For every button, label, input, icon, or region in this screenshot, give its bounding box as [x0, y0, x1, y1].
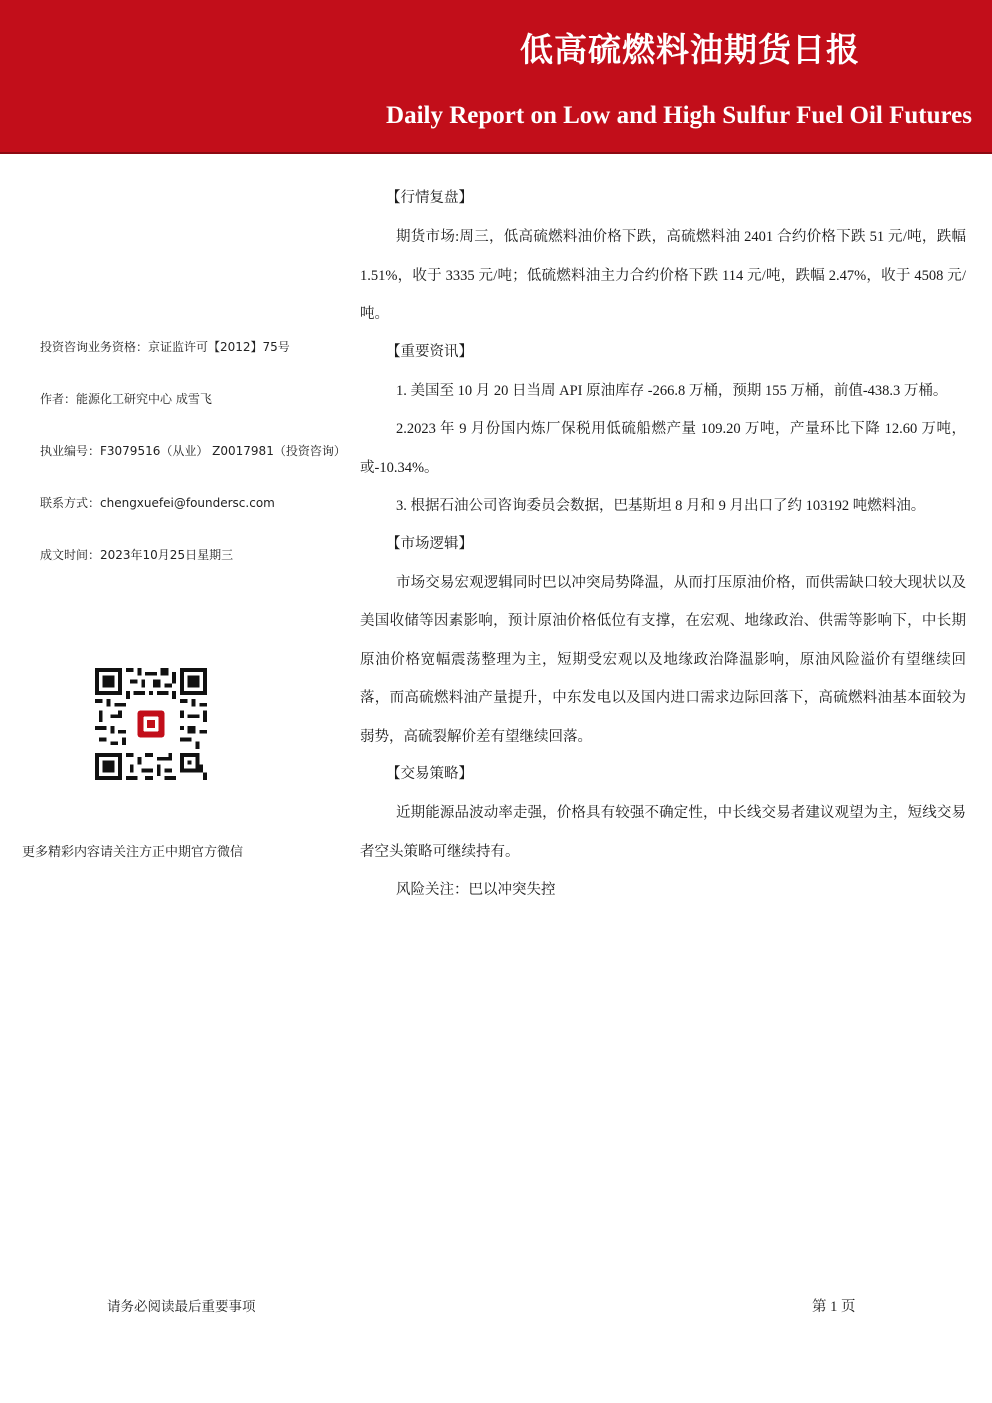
report-date: 成文时间：2023年10月25日星期三 [40, 548, 234, 562]
practice-number: 执业编号：F3079516（从业） Z0017981（投资咨询） [40, 444, 346, 458]
author-info: 作者：能源化工研究中心 成雪飞 [40, 392, 212, 406]
risk-note: 风险关注：巴以冲突失控 [396, 882, 556, 898]
news-item-3: 3. 根据石油公司咨询委员会数据，巴基斯坦 8 月和 9 月出口了约 103192 吨燃料油。 [396, 498, 926, 514]
license-info: 投资咨询业务资格：京证监许可【2012】75号 [40, 340, 290, 354]
section-heading-review: 【行情复盘】 [386, 190, 473, 206]
news-item-1: 1. 美国至 10 月 20 日当周 API 原油库存 -266.8 万桶，预期 155 万桶，前值-438.3 万桶。 [396, 382, 948, 399]
wechat-qr-code-icon [95, 668, 207, 780]
contact-info: 联系方式：chengxuefei@foundersc.com [40, 496, 275, 510]
section-heading-news: 【重要资讯】 [386, 343, 473, 360]
main-content [360, 180, 966, 909]
header-banner [0, 0, 992, 152]
qr-caption: 更多精彩内容请关注方正中期官方微信 [22, 845, 244, 860]
section-heading-strategy: 【交易策略】 [386, 766, 473, 782]
page-number: 第 1 页 [812, 1299, 856, 1315]
strategy-paragraph: 近期能源品波动率走强，价格具有较强不确定性，中长线交易者建议观望为主，短线交易者空头策略可继续持有。 [360, 805, 966, 860]
footer-notice: 请务必阅读最后重要事项 [107, 1299, 256, 1315]
review-paragraph: 期货市场:周三，低高硫燃料油价格下跌，高硫燃料油 2401 合约价格下跌 51 元/吨，跌幅 1.51%，收于 3335 元/吨；低硫燃料油主力合约价格下跌 114 元/吨，跌幅 2.47%，收于 4508 元/吨。 [360, 229, 966, 322]
report-title-cn: 低高硫燃料油期货日报 [520, 30, 860, 69]
report-title-en: Daily Report on Low and High Sulfur Fuel Oil Futures [386, 102, 972, 129]
header-divider [0, 152, 992, 154]
logic-paragraph: 市场交易宏观逻辑同时巴以冲突局势降温，从而打压原油价格，而供需缺口较大现状以及美国收储等因素影响，预计原油价格低位有支撑，在宏观、地缘政治、供需等影响下，中长期原油价格宽幅震荡整理为主，短期受宏观以及地缘政治降温影响，原油风险溢价有望继续回落，而高硫燃料油产量提升，中东发电以及国内进口需求边际回落下，高硫燃料油基本面较为弱势，高硫裂解价差有望继续回落。 [360, 574, 966, 745]
news-item-2: 2.2023 年 9 月份国内炼厂保税用低硫船燃产量 109.20 万吨，产量环比下降 12.60 万吨，或-10.34%。 [360, 421, 966, 476]
section-heading-logic: 【市场逻辑】 [386, 535, 473, 552]
